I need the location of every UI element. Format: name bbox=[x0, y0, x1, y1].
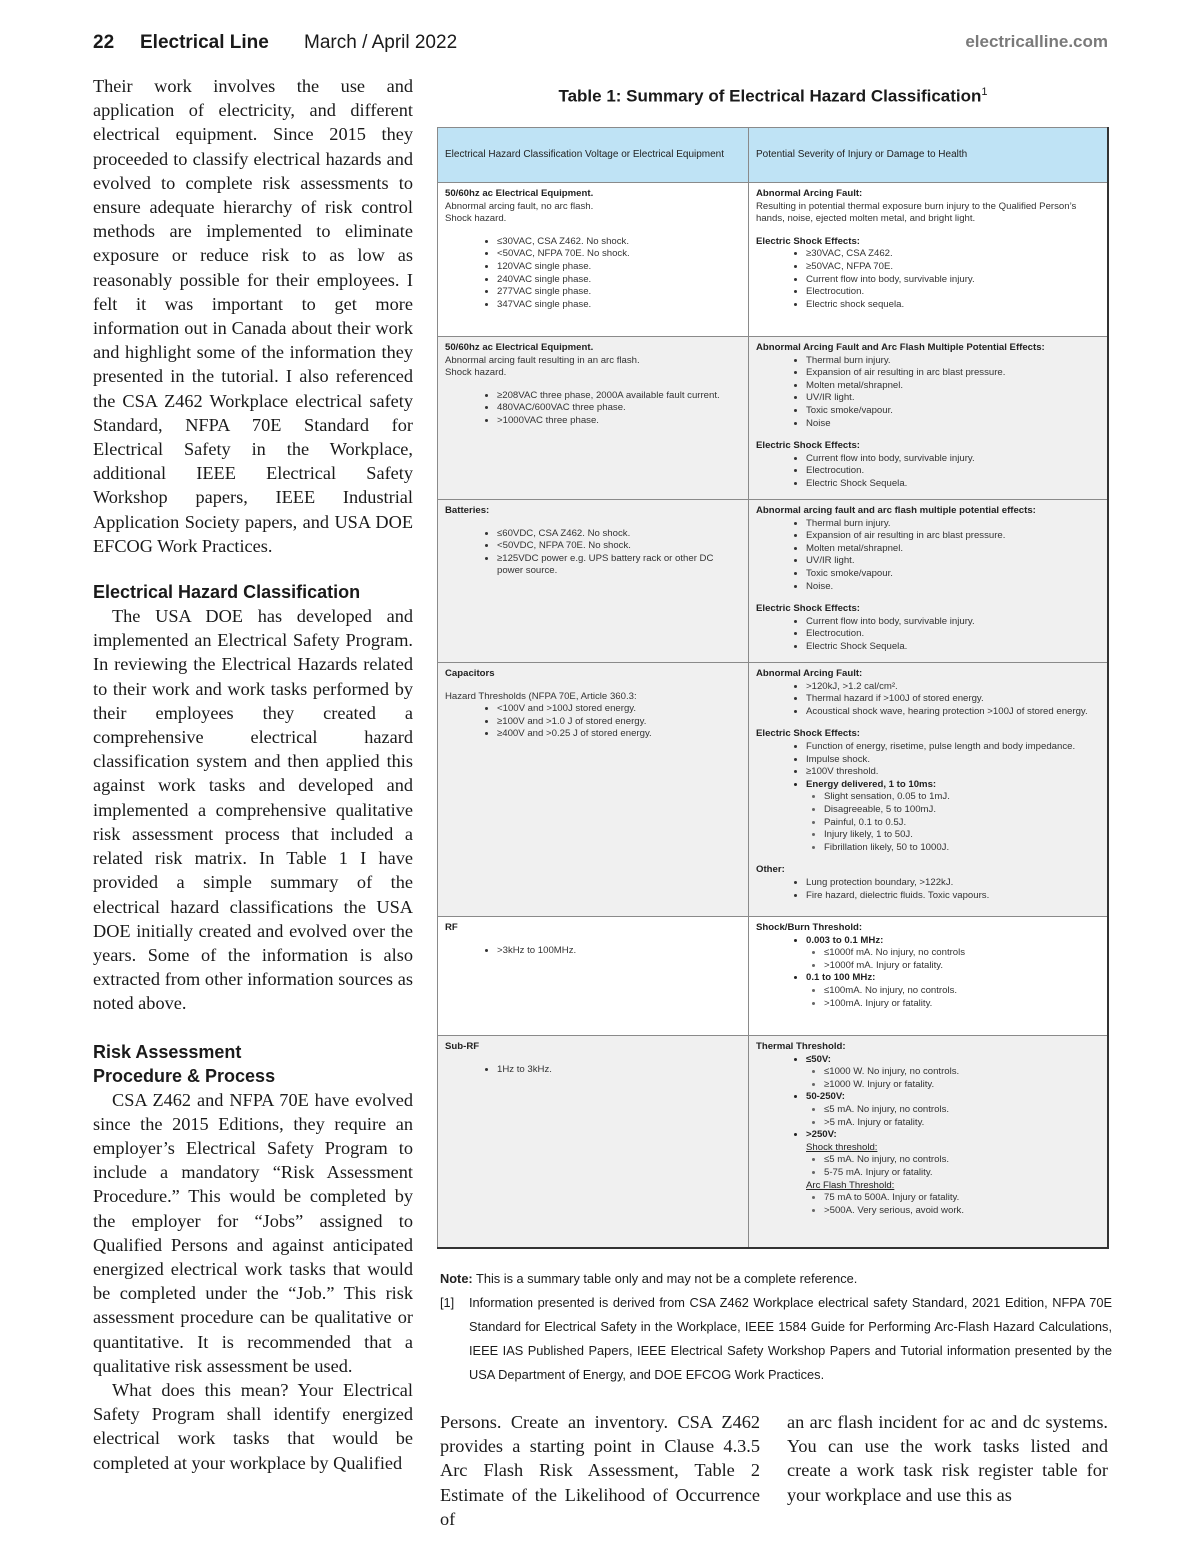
table-title: Table 1: Summary of Electrical Hazard Classification$^1$ bbox=[558, 86, 988, 106]
table-cell: Abnormal Arcing Fault and Arc Flash Multiple Potential Effects: • Thermal burn injury. • Expansion of air resulting in arc blast pressure. • Molten metal/shrapnel. • UV/IR light. • Toxic smoke/vapour. • Noise Electric Shock Effects: • Current flow into body, survivable injury. • Electrocution. • Electric Shock Sequela. bbox=[749, 337, 1109, 500]
list: • ≤30VAC, CSA Z462. No shock. • <50VAC, NFPA 70E. No shock. • 120VAC single phase. • 240VAC single phase. • 277VAC single phase. • 347VAC single phase. bbox=[445, 236, 741, 312]
paragraph: What does this mean? Your Electrical Safety Program shall identify energized electrical work tasks that would be completed at your workplace by Qualified bbox=[93, 1379, 413, 1473]
list: • Thermal burn injury. • Expansion of air resulting in arc blast pressure. • Molten metal/shrapnel. • UV/IR light. • Toxic smoke/vapour. • Noise. bbox=[756, 518, 1100, 594]
list: • ≤60VDC, CSA Z462. No shock. • <50VDC, NFPA 70E. No shock. • ≥125VDC power e.g. UPS battery rack or other DC power source. bbox=[445, 528, 741, 578]
table-row bbox=[438, 337, 1109, 500]
list: • 75 mA to 500A. Injury or fatality. • >500A. Very serious, avoid work. bbox=[806, 1192, 1100, 1217]
list: • ≥30VAC, CSA Z462. • ≥50VAC, NFPA 70E. • Current flow into body, survivable injury. • Electrocution. • Electric shock sequela. bbox=[756, 248, 1100, 311]
paragraph: an arc flash incident for ac and dc systems. You can use the work tasks listed and create a work task risk register table for your workplace and use this as bbox=[787, 1412, 1108, 1505]
list: • >3kHz to 100MHz. bbox=[445, 945, 741, 958]
table-cell: 50/60hz ac Electrical Equipment. Abnormal arcing fault, no arc flash. Shock hazard. • ≤30VAC, CSA Z462. No shock. • <50VAC, NFPA 70E. No shock. • 120VAC single phase. • 240VAC single phase. • 277VAC single phase. • 347VAC single phase. bbox=[438, 183, 749, 337]
list: • <100V and >100J stored energy. • ≥100V and >1.0 J of stored energy. • ≥400V and >0.25 J of stored energy. bbox=[445, 703, 741, 741]
hazard-classification-table bbox=[437, 127, 1109, 1249]
table-cell: Abnormal arcing fault and arc flash multiple potential effects: • Thermal burn injury. • Expansion of air resulting in arc blast pressure. • Molten metal/shrapnel. • UV/IR light. • Toxic smoke/vapour. • Noise. Electric Shock Effects: • Current flow into body, survivable injury. • Electrocution. • Electric Shock Sequela. bbox=[749, 500, 1109, 663]
table-cell: RF • >3kHz to 100MHz. bbox=[438, 917, 749, 1036]
list: • Current flow into body, survivable injury. • Electrocution. • Electric Shock Sequela. bbox=[756, 453, 1100, 491]
paragraph: The USA DOE has developed and implemented an Electrical Safety Program. In reviewing the Electrical Hazards related to their work and work tasks performed by their employees they created a comprehensive electrical hazard classification system and then applied this against work tasks and developed and implemented a comprehensive qualitative risk assessment process that included a related risk matrix. In Table 1 I have provided a simple summary of the electrical hazard classifications the USA DOE initially created and evolved over the years. Some of the information is also extracted from other information sources as noted above. bbox=[93, 606, 413, 1014]
page-number: 22 bbox=[93, 32, 115, 53]
reference-line: [1] Information presented is derived from CSA Z462 Workplace electrical safety Standard, 2021 Edition, NFPA 70E Standard for Electrical Safety in the Workplace, IEEE 1584 Guide for Performing Arc-Flash Hazard Calculations, IEEE IAS Published Papers, IEEE Electrical Safety Workshop Papers and Tutorial information presented by the USA Department of Energy, and DOE EFCOG Work Practices. bbox=[440, 1295, 1112, 1382]
paragraph: CSA Z462 and NFPA 70E have evolved since the 2015 Editions, they require an employer’s Electrical Safety Program to include a mandatory “Risk Assessment Procedure.” This would be completed by the employer for “Jobs” assigned to Qualified Persons and against anticipated energized electrical work tasks that would be completed under the “Job.” This risk assessment procedure can be qualitative or quantitative. It is recommended that a qualitative risk assessment be used. bbox=[93, 1089, 413, 1376]
page-header bbox=[93, 32, 1108, 60]
list: • Thermal burn injury. • Expansion of air resulting in arc blast pressure. • Molten metal/shrapnel. • UV/IR light. • Toxic smoke/vapour. • Noise bbox=[756, 355, 1100, 431]
magazine-name: Electrical Line bbox=[140, 32, 269, 53]
list: • ≤5 mA. No injury, no controls. • 5-75 mA. Injury or fatality. bbox=[806, 1154, 1100, 1179]
list: • Lung protection boundary, >122kJ. • Fire hazard, dielectric fluids. Toxic vapours. bbox=[756, 877, 1100, 902]
list: • ≤50V: • ≤1000 W. No injury, no controls. • ≥1000 W. Injury or fatality. • 50-250V: • ≤5 mA. No injury, no controls. • >5 mA. Injury or fatality. • >250V: Shock threshold: • ≤5 mA. No injury, no controls. • 5-75 mA. Injury or fatality. Arc Flash Threshold: • 75 mA to 500A. Injury or fatality. • >500A. Very serious, avoid work. bbox=[756, 1054, 1100, 1218]
list: • Slight sensation, 0.05 to 1mJ. • Disagreeable, 5 to 100mJ. • Painful, 0.1 to 0.5J. • Injury likely, 1 to 50J. • Fibrillation likely, 50 to 1000J. bbox=[806, 791, 1100, 854]
list: • 0.003 to 0.1 MHz: • ≤1000f mA. No injury, no controls • >1000f mA. Injury or fatality. • 0.1 to 100 MHz: • ≤100mA. No injury, no controls. • >100mA. Injury or fatality. bbox=[756, 935, 1100, 1011]
issue-date: March / April 2022 bbox=[304, 32, 458, 53]
list: • ≤100mA. No injury, no controls. • >100mA. Injury or fatality. bbox=[806, 985, 1100, 1010]
list: • Function of energy, risetime, pulse length and body impedance. • Impulse shock. • ≥100V threshold. • Energy delivered, 1 to 10ms: • Slight sensation, 0.05 to 1mJ. • Disagreeable, 5 to 100mJ. • Painful, 0.1 to 0.5J. • Injury likely, 1 to 50J. • Fibrillation likely, 50 to 1000J. bbox=[756, 741, 1100, 854]
table-cell: Capacitors Hazard Thresholds (NFPA 70E, Article 360.3: • <100V and >100J stored energy. • ≥100V and >1.0 J of stored energy. • ≥400V and >0.25 J of stored energy. bbox=[438, 663, 749, 917]
list: • ≤5 mA. No injury, no controls. • >5 mA. Injury or fatality. bbox=[806, 1104, 1100, 1129]
paragraph: Persons. Create an inventory. CSA Z462 provides a starting point in Clause 4.3.5 Arc Flash Risk Assessment, Table 2 Estimate of the Likelihood of Occurrence of bbox=[440, 1412, 760, 1529]
note-line: Note: This is a summary table only and may not be a complete reference. bbox=[440, 1271, 858, 1286]
table-cell: Thermal Threshold: • ≤50V: • ≤1000 W. No injury, no controls. • ≥1000 W. Injury or fatality. • 50-250V: • ≤5 mA. No injury, no controls. • >5 mA. Injury or fatality. • >250V: Shock threshold: • ≤5 mA. No injury, no controls. • 5-75 mA. Injury or fatality. Arc Flash Threshold: • 75 mA to 500A. Injury or fatality. • >500A. Very serious, avoid work. bbox=[749, 1036, 1109, 1248]
column-header: Potential Severity of Injury or Damage to Health bbox=[749, 128, 1109, 183]
table-row bbox=[438, 500, 1109, 663]
right-column bbox=[787, 1410, 1108, 1507]
list: • ≤1000f mA. No injury, no controls • >1000f mA. Injury or fatality. bbox=[806, 947, 1100, 972]
list: • 1Hz to 3kHz. bbox=[445, 1064, 741, 1077]
list: • >120kJ, >1.2 cal/cm². • Thermal hazard if >100J of stored energy. • Acoustical shock wave, hearing protection >100J of stored energy. bbox=[756, 681, 1100, 719]
table-row bbox=[438, 1036, 1109, 1248]
table-cell: Shock/Burn Threshold: • 0.003 to 0.1 MHz: • ≤1000f mA. No injury, no controls • >1000f mA. Injury or fatality. • 0.1 to 100 MHz: • ≤100mA. No injury, no controls. • >100mA. Injury or fatality. bbox=[749, 917, 1109, 1036]
table-row bbox=[438, 183, 1109, 337]
column-header: Electrical Hazard Classification Voltage or Electrical Equipment bbox=[438, 128, 749, 183]
table-header-row bbox=[438, 128, 1109, 183]
middle-column bbox=[440, 1410, 760, 1531]
table-row bbox=[438, 663, 1109, 917]
paragraph: Their work involves the use and application of electricity, and different electrical equipment. Since 2015 they proceeded to classify electrical hazards and evolved to complete risk assessments to ensure adequate hierarchy of risk control methods are implemented to eliminate exposure or reduce risk to as low as reasonably possible for their employees. I felt it was important to get more information out in Canada about their work and highlight some of the information they presented in the tutorial. I also referenced the CSA Z462 Workplace electrical safety Standard, NFPA 70E Standard for Electrical Safety in the Workplace, additional IEEE Electrical Safety Workshop papers, IEEE Industrial Application Society papers, and USA DOE EFCOG Work Practices. bbox=[93, 76, 413, 556]
table-cell: Abnormal Arcing Fault: • >120kJ, >1.2 cal/cm². • Thermal hazard if >100J of stored energy. • Acoustical shock wave, hearing protection >100J of stored energy. Electric Shock Effects: • Function of energy, risetime, pulse length and body impedance. • Impulse shock. • ≥100V threshold. • Energy delivered, 1 to 10ms: • Slight sensation, 0.05 to 1mJ. • Disagreeable, 5 to 100mJ. • Painful, 0.1 to 0.5J. • Injury likely, 1 to 50J. • Fibrillation likely, 50 to 1000J. Other: • Lung protection boundary, >122kJ. • Fire hazard, dielectric fluids. Toxic vapours. bbox=[749, 663, 1109, 917]
table-row bbox=[438, 917, 1109, 1036]
section-heading: Procedure & Process bbox=[93, 1065, 276, 1086]
table-notes bbox=[440, 1267, 1112, 1387]
list: • Current flow into body, survivable injury. • Electrocution. • Electric Shock Sequela. bbox=[756, 616, 1100, 654]
left-column bbox=[93, 74, 413, 1475]
list: • ≤1000 W. No injury, no controls. • ≥1000 W. Injury or fatality. bbox=[806, 1066, 1100, 1091]
section-heading: Risk Assessment bbox=[93, 1041, 242, 1062]
table-cell: Sub-RF • 1Hz to 3kHz. bbox=[438, 1036, 749, 1248]
website-url: electricalline.com bbox=[965, 32, 1108, 51]
table-cell: 50/60hz ac Electrical Equipment. Abnormal arcing fault resulting in an arc flash. Shock hazard. • ≥208VAC three phase, 2000A available fault current. • 480VAC/600VAC three phase. • >1000VAC three phase. bbox=[438, 337, 749, 500]
table-cell: Abnormal Arcing Fault: Resulting in potential thermal exposure burn injury to the Qualified Person’s hands, noise, ejected molten metal, and bright light. Electric Shock Effects: • ≥30VAC, CSA Z462. • ≥50VAC, NFPA 70E. • Current flow into body, survivable injury. • Electrocution. • Electric shock sequela. bbox=[749, 183, 1109, 337]
table-cell: Batteries: • ≤60VDC, CSA Z462. No shock. • <50VDC, NFPA 70E. No shock. • ≥125VDC power e.g. UPS battery rack or other DC power source. bbox=[438, 500, 749, 663]
section-heading: Electrical Hazard Classification bbox=[93, 582, 361, 603]
list: • ≥208VAC three phase, 2000A available fault current. • 480VAC/600VAC three phase. • >1000VAC three phase. bbox=[445, 390, 741, 428]
